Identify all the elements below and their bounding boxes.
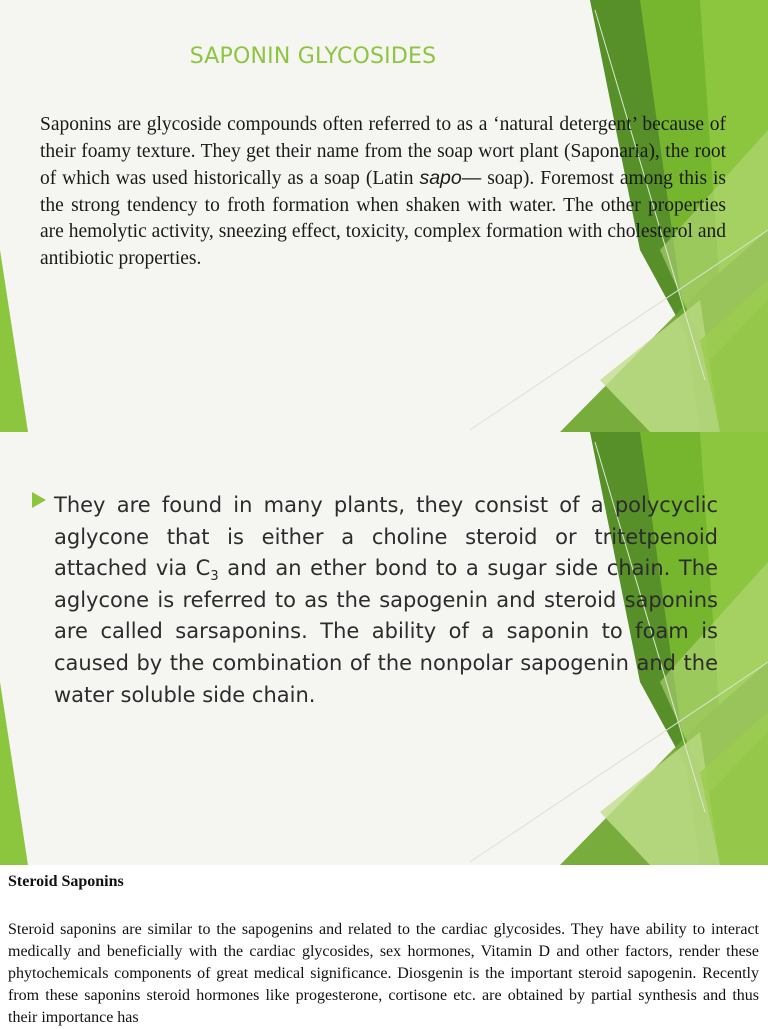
slide-1 <box>0 0 768 432</box>
section-paragraph: Steroid saponins are similar to the sapogenins and related to the cardiac glycosides. They have ability to interact medically and beneficially with the cardiac glycosides, sex hormones, Vitamin D and other factors, render these phytochemicals components of great medical significance. Diosgenin is the important steroid sapogenin. Recently from these saponins steroid hormones like progesterone, cortisone etc. are obtained by partial synthesis and thus their importance has <box>8 921 759 1026</box>
slide-paragraph <box>40 112 726 273</box>
subscript-3: 3 <box>210 569 219 585</box>
section-heading: Steroid Saponins <box>8 873 124 890</box>
bullet-paragraph <box>54 490 718 711</box>
latin-term: sapo— <box>419 167 482 190</box>
paragraph-text-part-2: soap). Foremost among this is the strong tendency to froth formation when shaken with water. The other properties are hemolytic activity, sneezing effect, toxicity, complex formation with cholesterol and antibiotic properties. <box>40 168 726 269</box>
bullet-arrow-icon <box>32 492 46 508</box>
paragraph-text-part-1: Saponins are glycoside compounds often referred to as a ‘natural detergent’ because of their foamy texture. They get their name from the soap wort plant (Saponaria), the root of which was used historically as a soap (Latin <box>40 114 726 190</box>
bullet-text-part-2: and an ether bond to a sugar side chain. The aglycone is referred to as the sapogenin and steroid saponins are called sarsaponins. The ability of a saponin to foam is caused by the combination of the nonpolar sapogenin and the water soluble side chain. <box>54 556 718 707</box>
bullet-text-part-1: They are found in many plants, they consist of a polycyclic aglycone that is either a choline steroid or tritetpenoid attached via C <box>54 493 718 581</box>
slide-title: SAPONIN GLYCOSIDES <box>189 44 437 69</box>
